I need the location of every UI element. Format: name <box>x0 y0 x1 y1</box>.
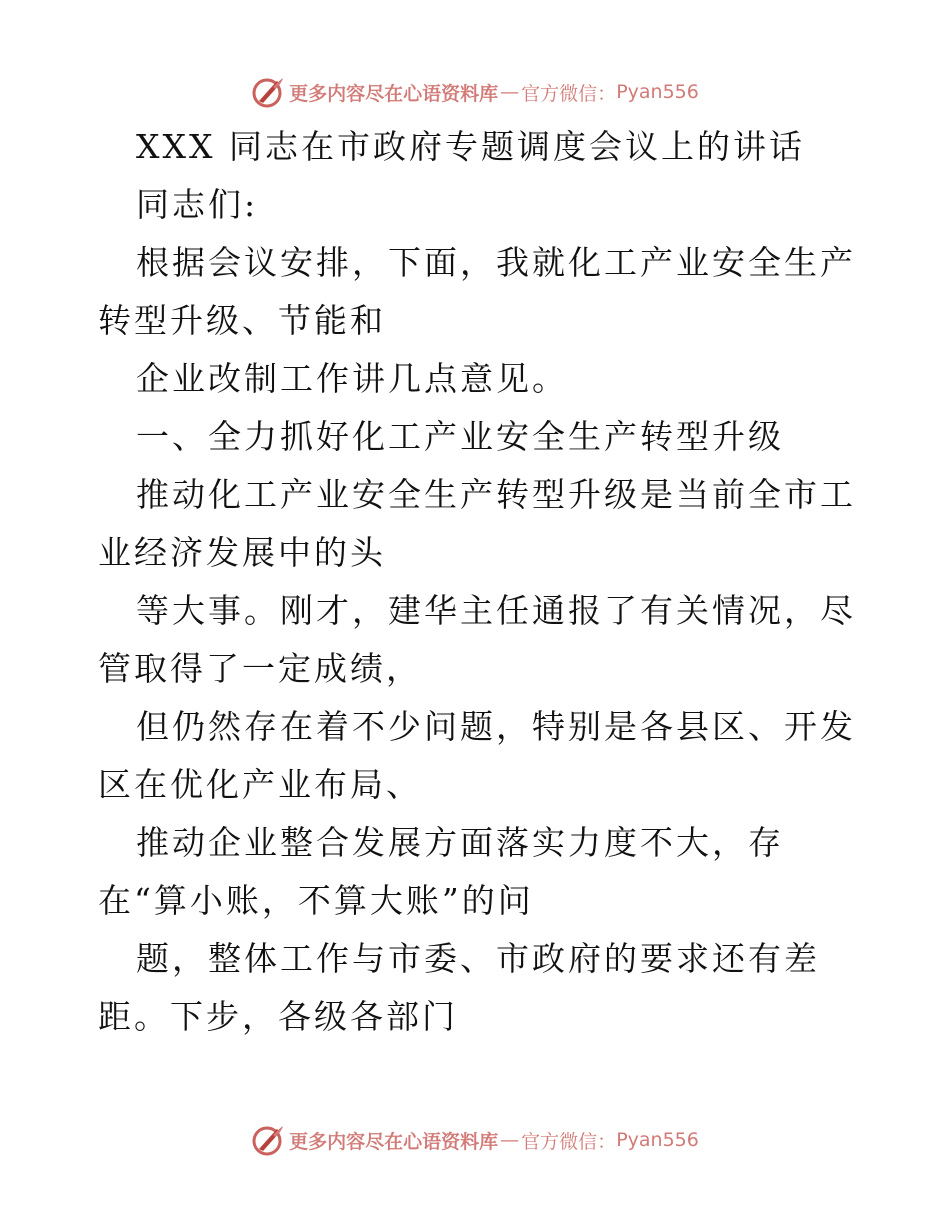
watermark-separator: — <box>500 81 520 103</box>
watermark-wechat-id: Pyan556 <box>616 81 699 103</box>
watermark-wechat-label: 官方微信： <box>521 1130 617 1153</box>
watermark-footer <box>0 1120 950 1160</box>
quill-logo-icon <box>251 75 285 109</box>
watermark-header <box>0 72 950 112</box>
section-heading: 一、全力抓好化工产业安全生产转型升级 <box>136 417 784 456</box>
watermark-wechat-id: Pyan556 <box>616 1129 699 1151</box>
watermark-site-text: 更多内容尽在心语资料库 <box>289 1130 499 1153</box>
paragraph: 但仍然存在着不少问题，特别是各县区、开发区在优化产业布局、 <box>98 707 856 804</box>
watermark-site-text: 更多内容尽在心语资料库 <box>289 82 499 105</box>
document-title: XXX 同志在市政府专题调度会议上的讲话 <box>136 127 805 166</box>
paragraph: 等大事。刚才，建华主任通报了有关情况，尽管取得了一定成绩， <box>98 591 856 688</box>
paragraph: 根据会议安排，下面，我就化工产业安全生产转型升级、节能和 <box>98 243 856 340</box>
document-body <box>98 118 858 1046</box>
salutation: 同志们: <box>136 185 259 224</box>
paragraph: 推动化工产业安全生产转型升级是当前全市工业经济发展中的头 <box>98 475 856 572</box>
paragraph: 题，整体工作与市委、市政府的要求还有差距。下步，各级各部门 <box>98 939 820 1036</box>
paragraph: 推动企业整合发展方面落实力度不大，存在“算小账，不算大账”的问 <box>98 823 784 920</box>
watermark-wechat-label: 官方微信： <box>521 82 617 105</box>
watermark-separator: — <box>500 1129 520 1151</box>
quill-logo-icon <box>251 1123 285 1157</box>
paragraph: 企业改制工作讲几点意见。 <box>136 359 568 398</box>
